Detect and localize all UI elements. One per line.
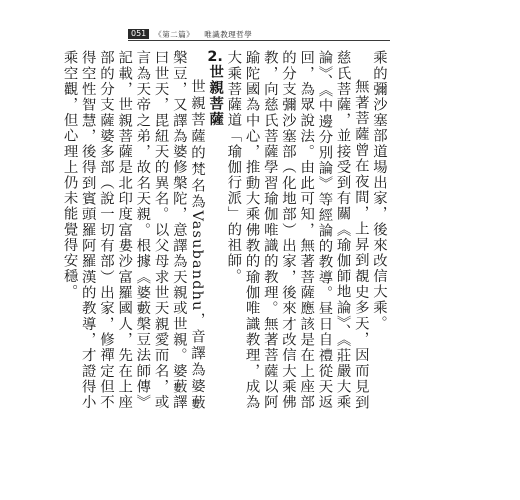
- book-title: 唯識教理哲學: [204, 29, 253, 39]
- paragraph-continuation: 乘的彌沙塞部道場出家，後來改信大乘。: [371, 50, 387, 331]
- section-heading-text: 世親菩薩: [207, 64, 225, 127]
- vertical-text-body: [61, 50, 388, 410]
- page-number: 051: [128, 29, 149, 39]
- paragraph-vasubandhu: 世親菩薩的梵名為Vasubandhu，音譯為婆藪槃豆，又譯為婆修槃陀，意譯為天親或世親。婆藪譯曰世天，毘紐天的異名。以父母求世天親愛而名，或言為天帝之弟，故名天親。根據《婆藪槃豆法師傳》記載，世親菩薩是北印度富婁沙富羅國人，先在上座部的分支薩婆多部（說一切有部）出家，修禪定但不得空性智慧，後得到賓頭羅阿羅漢的教導，才證得小乘空觀，但心理上仍未能覺得安穩。: [61, 50, 205, 410]
- paragraph-asanga: 無著菩薩曾在夜間，上昇到覩史多天，因而見到慈氏菩薩，並接受到有關《瑜伽師地論》、《莊嚴大乘論》、《中邊分別論》等經論的教導。昼日自禮從天返回，為眾說法。由此可知，無著菩薩應該是在上座部的分支彌沙塞部（化地部）出家，後來才改信大乘佛教，向慈氏菩薩學習瑜伽唯識的教理。無著菩薩以阿踰陀國為中心，推動大乘佛教的瑜伽唯識教理，成為大乘菩薩道「瑜伽行派」的祖師。: [225, 50, 369, 410]
- chapter-label: 《第二篇》: [154, 29, 195, 39]
- running-header: [128, 28, 390, 41]
- section-heading: [206, 50, 224, 410]
- section-heading-number: 2.: [207, 50, 223, 65]
